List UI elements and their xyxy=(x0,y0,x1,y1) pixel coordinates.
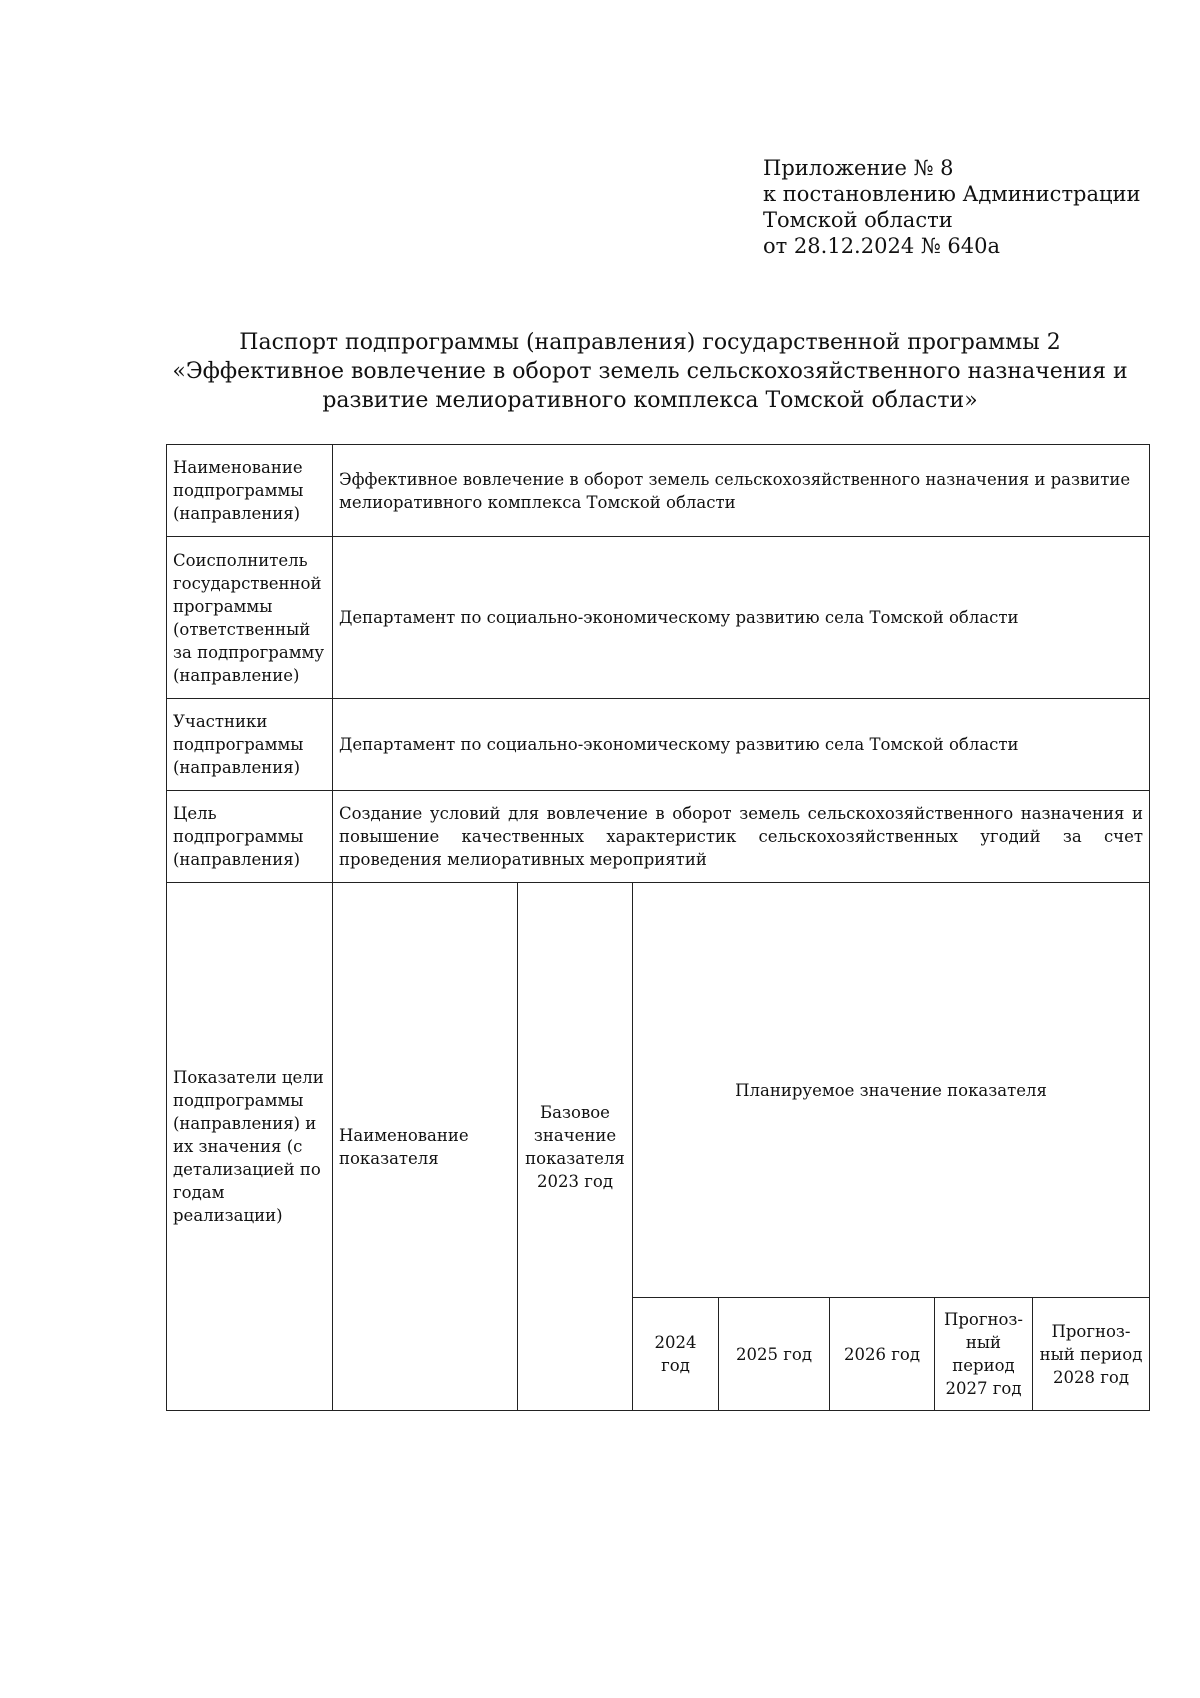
appendix-line-3: Томской области xyxy=(763,208,953,232)
year-col-2026: 2026 год xyxy=(829,1297,935,1411)
row-label-participants: Участники подпрограммы (направления) xyxy=(166,698,333,791)
year-col-2027: Прогноз-ный период 2027 год xyxy=(934,1297,1033,1411)
row-value-name: Эффективное вовлечение в оборот земель сельскохозяйственного назначения и развитие мелиоративного комплекса Томской области xyxy=(332,444,1150,537)
title-line-2: «Эффективное вовлечение в оборот земель сельскохозяйственного назначения и xyxy=(172,359,1128,384)
appendix-line-4: от 28.12.2024 № 640а xyxy=(763,234,1000,258)
row-value-coexecutor: Департамент по социально-экономическому развитию села Томской области xyxy=(332,536,1150,699)
title-line-1: Паспорт подпрограммы (направления) государственной программы 2 xyxy=(239,330,1061,355)
row-value-goal: Создание условий для вовлечение в оборот земель сельскохозяйственного назначения и повышение качественных характеристик сельскохозяйственных угодий за счет проведения мелиоративных мероприятий xyxy=(332,790,1150,883)
row-value-participants: Департамент по социально-экономическому развитию села Томской области xyxy=(332,698,1150,791)
indicator-name-header: Наименование показателя xyxy=(332,882,518,1411)
year-col-2028: Прогноз-ный период 2028 год xyxy=(1032,1297,1150,1411)
row-label-name: Наименование подпрограммы (направления) xyxy=(166,444,333,537)
year-col-2024: 2024 год xyxy=(632,1297,719,1411)
indicators-label: Показатели цели подпрограммы (направления) и их значения (с детализацией по годам реализации) xyxy=(166,882,333,1411)
base-value-header: Базовое значение показателя 2023 год xyxy=(517,882,633,1411)
year-col-2025: 2025 год xyxy=(718,1297,830,1411)
appendix-line-1: Приложение № 8 xyxy=(763,156,954,180)
appendix-block xyxy=(763,155,1141,259)
appendix-line-2: к постановлению Администрации xyxy=(763,182,1141,206)
row-label-goal: Цель подпрограммы (направления) xyxy=(166,790,333,883)
title-line-3: развитие мелиоративного комплекса Томской области» xyxy=(322,388,978,413)
document-title xyxy=(150,328,1150,415)
row-label-coexecutor: Соисполнитель государственной программы (ответственный за подпрограмму (направление) xyxy=(166,536,333,699)
planned-value-header: Планируемое значение показателя xyxy=(632,882,1150,1298)
